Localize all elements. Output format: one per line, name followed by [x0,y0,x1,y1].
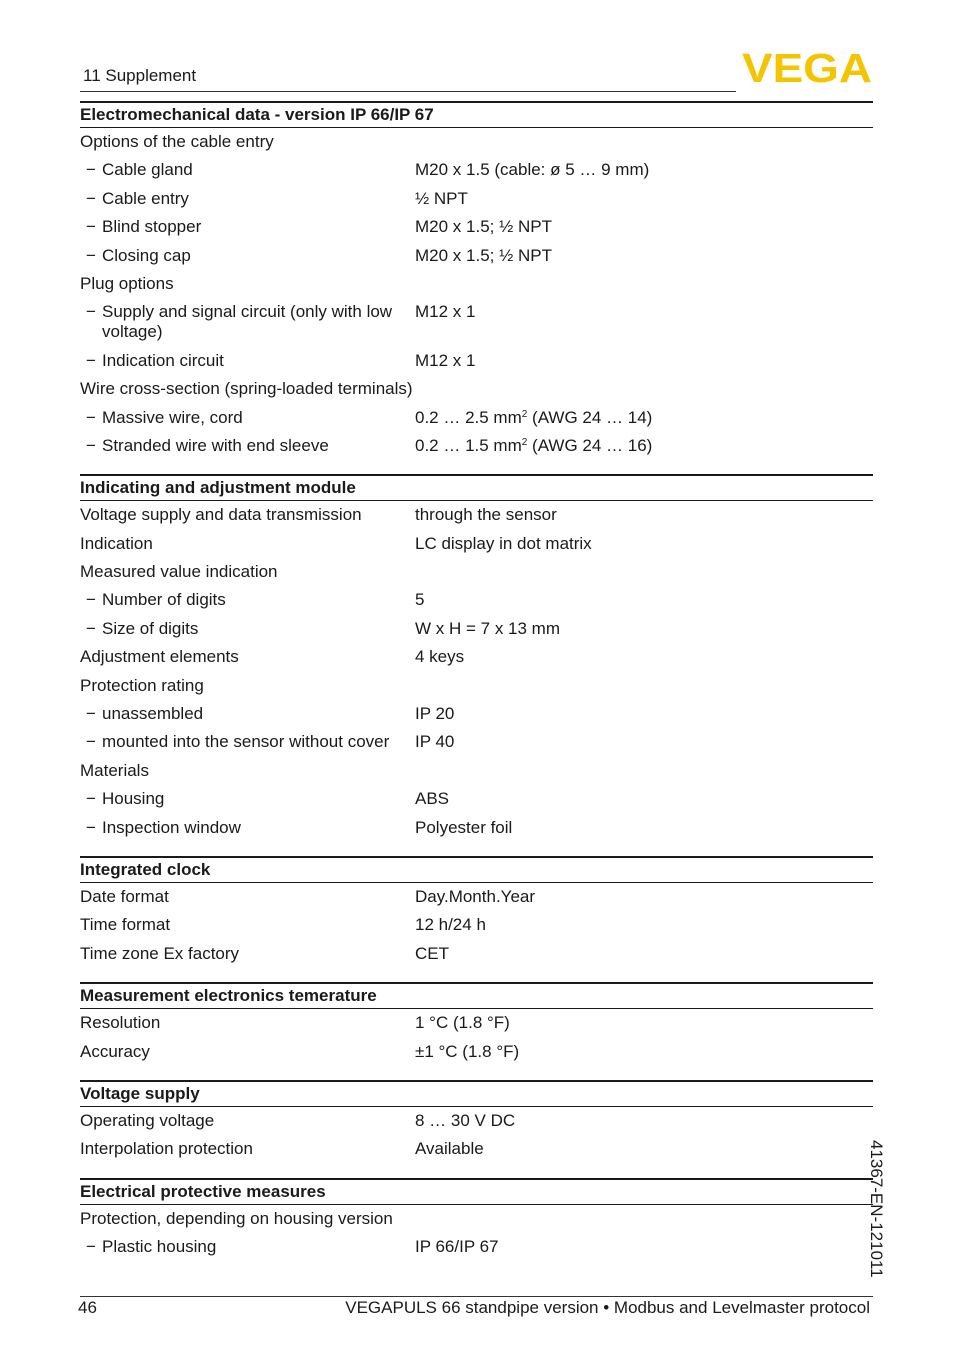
spec-value [415,1111,873,1131]
list-dash: − [86,407,96,427]
spec-value-text: M12 x 1 [415,350,476,370]
spec-value [415,379,873,399]
spec-value-text: 5 [415,590,425,610]
vega-logo-text: VEGA [742,52,872,84]
list-dash: − [86,817,96,837]
spec-row [80,615,873,643]
spec-label [80,818,415,838]
spec-value [415,408,873,428]
spec-label-text: Interpolation protection [80,1139,253,1159]
spec-label [80,1111,415,1131]
spec-label [80,302,415,342]
spec-label-text: Massive wire, cord [102,407,243,427]
spec-label-text: Cable gland [102,160,193,180]
spec-value [415,302,873,342]
spec-section [80,1178,873,1262]
document-title: VEGAPULS 66 standpipe version • Modbus and Levelmaster protocol [345,1298,870,1317]
list-dash: − [86,302,96,322]
spec-row [80,213,873,241]
spec-label [80,704,415,724]
spec-label-text: Date format [80,886,169,906]
spec-label [80,379,415,399]
spec-label-text: Stranded wire with end sleeve [102,435,329,455]
spec-value [415,887,873,907]
spec-value-text: IP 20 [415,704,455,724]
spec-label [80,1209,415,1229]
spec-row [80,883,873,911]
spec-label [80,676,415,696]
spec-value [415,818,873,838]
spec-value-text: 4 keys [415,647,465,667]
spec-row [80,558,873,586]
section-title: Electromechanical data - version IP 66/IP 67 [80,101,873,128]
spec-label [80,619,415,639]
spec-table [80,101,873,1262]
spec-label [80,189,415,209]
spec-value-suffix: (AWG 24 … 14) [527,407,653,427]
spec-label [80,1013,415,1033]
spec-row [80,940,873,968]
vega-logo [742,52,872,84]
spec-row [80,643,873,671]
spec-value-text: M20 x 1.5 (cable: ø 5 … 9 mm) [415,160,650,180]
spec-row [80,1135,873,1163]
spec-row [80,501,873,529]
spec-value-text: through the sensor [415,505,557,525]
spec-label-text: Protection, depending on housing version [80,1208,393,1228]
footer-rule [80,1296,873,1297]
spec-label [80,1237,415,1257]
spec-value [415,505,873,525]
spec-label-text: Size of digits [102,618,199,638]
spec-value [415,351,873,371]
spec-label-text: Adjustment elements [80,647,239,667]
spec-label [80,436,415,456]
spec-label [80,132,415,152]
spec-value [415,436,873,456]
spec-value-text: ABS [415,789,450,809]
spec-label-text: unassembled [102,704,204,724]
section-title: Voltage supply [80,1080,873,1107]
spec-value-text: Polyester foil [415,817,513,837]
spec-label [80,761,415,781]
spec-value-text: M20 x 1.5; ½ NPT [415,217,552,237]
spec-value-text: 12 h/24 h [415,915,486,935]
spec-label-text: Closing cap [102,245,191,265]
list-dash: − [86,618,96,638]
spec-label-text: Plastic housing [102,1237,217,1257]
spec-label-text: Indication circuit [102,350,224,370]
spec-row [80,757,873,785]
spec-label [80,887,415,907]
spec-section [80,474,873,842]
spec-value-text: Day.Month.Year [415,886,536,906]
spec-label-text: Operating voltage [80,1110,215,1130]
spec-value-text: ½ NPT [415,188,468,208]
spec-label [80,732,415,752]
section-title: Electrical protective measures [80,1178,873,1205]
list-dash: − [86,590,96,610]
spec-label [80,351,415,371]
page-number: 46 [78,1298,97,1317]
spec-row [80,298,873,346]
superscript: 2 [521,408,528,420]
spec-row [80,785,873,813]
spec-label-text: Inspection window [102,817,241,837]
spec-value-text: IP 40 [415,732,455,752]
spec-value [415,1209,873,1229]
superscript: 2 [521,436,528,448]
spec-row [80,530,873,558]
list-dash: − [86,789,96,809]
spec-label [80,217,415,237]
spec-value [415,1013,873,1033]
spec-value [415,217,873,237]
spec-value-text: CET [415,943,449,963]
spec-value-text: 0.2 … 2.5 mm [415,407,522,427]
spec-label-text: Voltage supply and data transmission [80,505,362,525]
spec-value [415,732,873,752]
spec-value [415,619,873,639]
spec-value [415,590,873,610]
spec-label [80,246,415,266]
spec-row [80,185,873,213]
spec-value [415,944,873,964]
spec-value-suffix: (AWG 24 … 16) [527,435,653,455]
spec-label-text: Supply and signal circuit (only with low voltage) [102,302,393,342]
list-dash: − [86,188,96,208]
spec-row [80,128,873,156]
spec-row [80,1233,873,1261]
spec-value-text: ±1 °C (1.8 °F) [415,1041,520,1061]
spec-section [80,101,873,460]
list-dash: − [86,732,96,752]
spec-row [80,1038,873,1066]
spec-label-text: Cable entry [102,188,189,208]
spec-label [80,789,415,809]
spec-row [80,242,873,270]
spec-label [80,274,415,294]
section-title: Measurement electronics temerature [80,982,873,1009]
spec-label-text: Protection rating [80,675,204,695]
spec-label [80,1139,415,1159]
spec-value [415,160,873,180]
spec-row [80,1009,873,1037]
spec-value [415,1237,873,1257]
spec-value [415,274,873,294]
spec-label [80,505,415,525]
spec-label-text: mounted into the sensor without cover [102,732,390,752]
spec-label-text: Plug options [80,273,174,293]
list-dash: − [86,435,96,455]
list-dash: − [86,245,96,265]
spec-value [415,534,873,554]
spec-label-text: Resolution [80,1013,161,1033]
spec-label-text: Time format [80,915,171,935]
list-dash: − [86,217,96,237]
document-id: 41367-EN-121011 [867,1140,886,1278]
spec-section [80,1080,873,1164]
spec-row [80,1205,873,1233]
spec-label-text: Wire cross-section (spring-loaded terminals) [80,379,413,399]
spec-label [80,590,415,610]
list-dash: − [86,1237,96,1257]
spec-value-text: M20 x 1.5; ½ NPT [415,245,552,265]
spec-label-text: Blind stopper [102,217,202,237]
spec-label [80,562,415,582]
spec-label [80,160,415,180]
spec-row [80,586,873,614]
list-dash: − [86,704,96,724]
spec-row [80,270,873,298]
spec-value [415,915,873,935]
spec-label-text: Time zone Ex factory [80,943,240,963]
spec-label [80,915,415,935]
spec-label-text: Indication [80,533,153,553]
section-title: Indicating and adjustment module [80,474,873,501]
spec-row [80,375,873,403]
spec-value [415,761,873,781]
spec-label [80,534,415,554]
spec-value [415,676,873,696]
spec-value-text: 0.2 … 1.5 mm [415,435,522,455]
section-title: Integrated clock [80,856,873,883]
spec-label [80,647,415,667]
spec-value-text: 8 … 30 V DC [415,1110,516,1130]
spec-row [80,156,873,184]
spec-row [80,347,873,375]
spec-row [80,700,873,728]
spec-row [80,728,873,756]
header-rule [80,91,736,92]
spec-value [415,1139,873,1159]
spec-row [80,404,873,432]
spec-section [80,856,873,968]
spec-value-text: LC display in dot matrix [415,533,592,553]
spec-label-text: Housing [102,789,165,809]
spec-value [415,1042,873,1062]
spec-row [80,911,873,939]
spec-row [80,432,873,460]
spec-row [80,672,873,700]
spec-label-text: Measured value indication [80,562,278,582]
spec-label-text: Materials [80,760,149,780]
spec-value-text: 1 °C (1.8 °F) [415,1013,510,1033]
section-heading: 11 Supplement [83,66,197,85]
spec-label [80,944,415,964]
spec-row [80,1107,873,1135]
spec-value-text: IP 66/IP 67 [415,1237,499,1257]
spec-value [415,246,873,266]
spec-row [80,814,873,842]
list-dash: − [86,160,96,180]
spec-label [80,1042,415,1062]
spec-value [415,562,873,582]
spec-value-text: W x H = 7 x 13 mm [415,618,560,638]
spec-value [415,704,873,724]
spec-value [415,132,873,152]
spec-section [80,982,873,1066]
list-dash: − [86,350,96,370]
spec-label-text: Number of digits [102,590,226,610]
spec-value [415,647,873,667]
spec-value [415,789,873,809]
spec-label-text: Options of the cable entry [80,132,274,151]
spec-label-text: Accuracy [80,1041,150,1061]
spec-value-text: M12 x 1 [415,302,476,322]
spec-label [80,408,415,428]
spec-value [415,189,873,209]
spec-value-text: Available [415,1139,484,1159]
